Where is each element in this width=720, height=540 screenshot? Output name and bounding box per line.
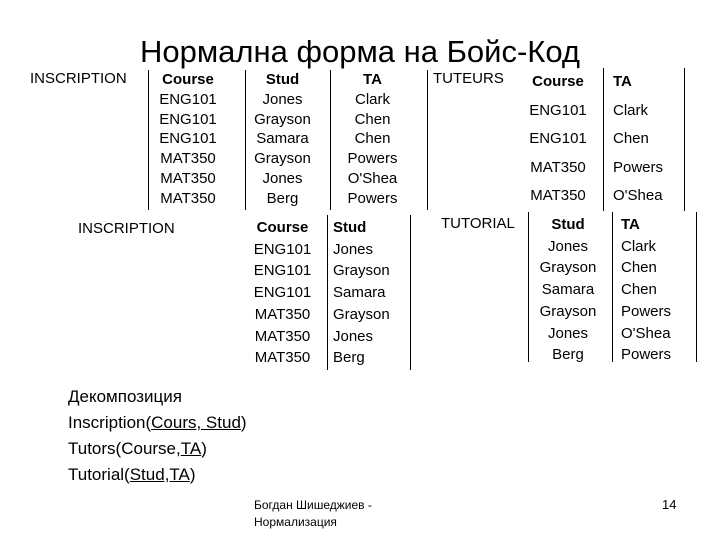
table-cell: Berg <box>333 349 365 367</box>
tuteurs-label: TUTEURS <box>433 70 504 87</box>
column-header-ta: TA <box>613 73 632 90</box>
table-divider <box>612 212 613 362</box>
table-cell: Jones <box>547 324 589 342</box>
slide-title: Нормална форма на Бойс-Код <box>139 34 581 69</box>
table-cell: Clark <box>354 90 390 108</box>
table-divider <box>148 70 149 210</box>
column-header-course: Course <box>532 73 584 90</box>
relation-key: Cours, Stud <box>151 413 241 432</box>
relation-name: Tutors(Course, <box>68 439 181 458</box>
relation-name: Tutorial( <box>68 465 130 484</box>
table-cell: Berg <box>266 189 299 207</box>
table-cell: Powers <box>621 302 672 320</box>
table-cell: Jones <box>547 237 589 255</box>
table-cell: Powers <box>347 150 398 168</box>
decomposition-block <box>68 384 247 488</box>
table-cell: Clark <box>613 101 649 119</box>
table-cell: ENG101 <box>253 262 312 280</box>
table-cell: Chen <box>354 130 391 148</box>
table-cell: O'Shea <box>621 324 671 342</box>
table-cell: MAT350 <box>530 187 586 205</box>
table-cell: Grayson <box>539 302 597 320</box>
table-cell: Chen <box>621 281 657 299</box>
table-cell: Grayson <box>333 305 390 323</box>
table-cell: O'Shea <box>347 169 398 187</box>
relation-name: Inscription( <box>68 413 152 432</box>
tutorial-label: TUTORIAL <box>441 215 515 232</box>
column-header-stud: Stud <box>551 216 585 233</box>
relation-paren: ) <box>201 439 207 458</box>
table-cell: ENG101 <box>159 110 217 128</box>
inscription-top-ta-column <box>335 70 410 209</box>
decomposition-heading: Декомпозиция <box>68 387 182 406</box>
footer-subject: Нормализация <box>254 515 337 529</box>
table-divider <box>245 70 246 210</box>
table-cell: Grayson <box>539 259 597 277</box>
table-cell: MAT350 <box>160 150 216 168</box>
table-cell: Jones <box>333 240 374 258</box>
inscription-bottom-course-column <box>240 217 325 369</box>
table-cell: ENG101 <box>159 130 217 148</box>
table-cell: Berg <box>552 346 584 364</box>
inscription-bottom-label: INSCRIPTION <box>78 220 175 237</box>
inscription-top-course-column <box>148 70 228 209</box>
page-number: 14 <box>662 497 677 512</box>
table-cell: Grayson <box>254 110 311 128</box>
table-divider <box>330 70 331 210</box>
table-cell: Powers <box>347 189 398 207</box>
table-cell: Samara <box>541 281 595 299</box>
footer <box>254 497 372 531</box>
table-cell: Samara <box>333 284 386 302</box>
table-cell: Chen <box>354 110 391 128</box>
decomposition-tutors <box>68 436 247 462</box>
relation-paren: ) <box>240 413 247 432</box>
column-header-stud: Stud <box>265 71 300 88</box>
inscription-top-stud-column <box>245 70 320 209</box>
table-cell: ENG101 <box>529 130 587 148</box>
tuteurs-ta-column <box>603 68 683 211</box>
table-cell: Chen <box>621 259 657 277</box>
table-divider <box>427 70 428 210</box>
table-cell: Grayson <box>254 150 311 168</box>
relation-key: TA <box>180 439 202 458</box>
table-cell: MAT350 <box>160 169 216 187</box>
tutorial-ta-column <box>613 214 693 366</box>
tuteurs-course-column <box>513 68 603 211</box>
column-header-ta: TA <box>363 71 382 88</box>
table-cell: Powers <box>621 346 672 364</box>
table-cell: MAT350 <box>254 349 311 367</box>
column-header-course: Course <box>256 219 309 236</box>
column-header-stud: Stud <box>333 219 367 236</box>
relation-key: Stud,TA <box>129 465 190 484</box>
table-cell: MAT350 <box>254 327 311 345</box>
table-divider <box>410 215 411 370</box>
table-cell: MAT350 <box>160 189 216 207</box>
inscription-top-label: INSCRIPTION <box>30 70 127 87</box>
relation-paren: ) <box>189 465 196 484</box>
table-cell: ENG101 <box>159 90 217 108</box>
table-cell: Clark <box>621 237 657 255</box>
footer-author: Богдан Шишеджиев - <box>254 498 372 512</box>
column-header-ta: TA <box>621 216 640 233</box>
table-cell: Grayson <box>333 262 390 280</box>
table-divider <box>684 68 685 211</box>
table-cell: ENG101 <box>253 240 312 258</box>
table-divider <box>528 212 529 362</box>
table-cell: Jones <box>262 90 303 108</box>
table-cell: Jones <box>333 327 374 345</box>
table-divider <box>327 215 328 370</box>
table-divider <box>603 68 604 211</box>
table-divider <box>696 212 697 362</box>
inscription-bottom-stud-column <box>328 217 415 369</box>
column-header-course: Course <box>162 71 214 88</box>
decomposition-tutorial <box>68 462 247 488</box>
table-cell: MAT350 <box>530 158 586 176</box>
table-cell: Jones <box>262 169 303 187</box>
table-cell: ENG101 <box>253 284 312 302</box>
tutorial-stud-column <box>528 214 608 366</box>
table-cell: Chen <box>613 130 649 148</box>
table-cell: O'Shea <box>613 187 663 205</box>
table-cell: ENG101 <box>529 101 587 119</box>
decomposition-inscription <box>68 410 247 436</box>
table-cell: MAT350 <box>254 305 311 323</box>
table-cell: Powers <box>613 158 664 176</box>
table-cell: Samara <box>256 130 309 148</box>
